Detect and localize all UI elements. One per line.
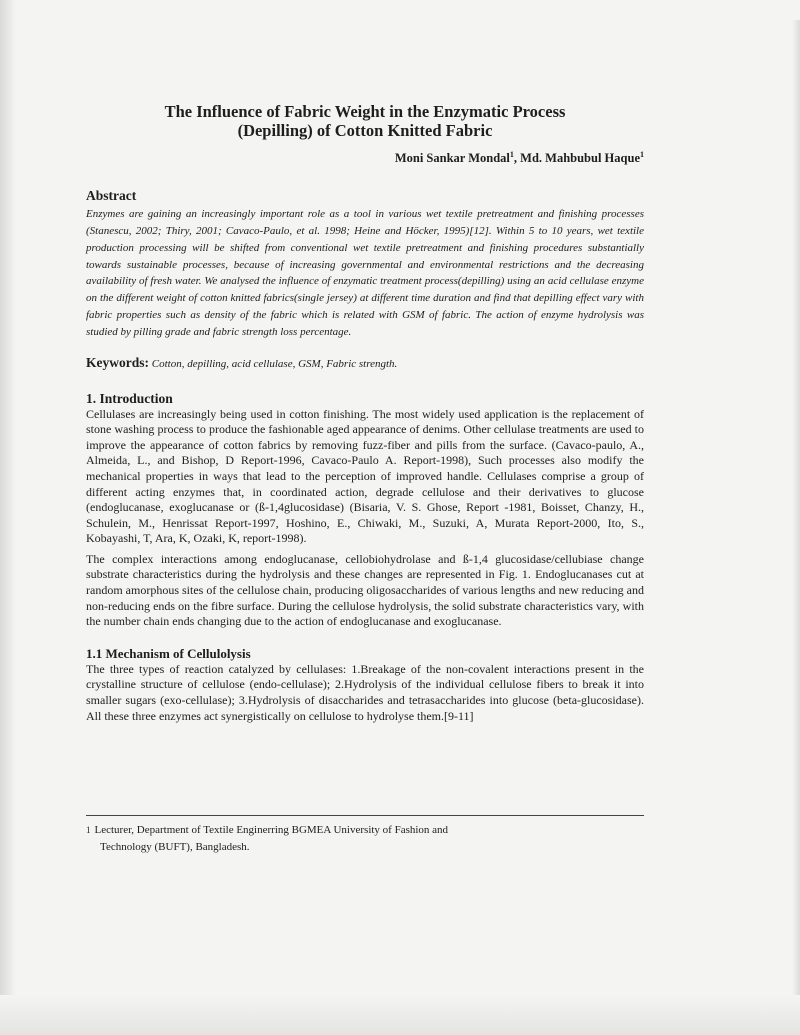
title-line-2: (Depilling) of Cotton Knitted Fabric bbox=[237, 121, 493, 140]
scan-shadow-right bbox=[792, 20, 800, 1035]
keywords-label: Keywords: bbox=[86, 354, 149, 370]
paper-body bbox=[86, 102, 644, 724]
mechanism-heading: 1.1 Mechanism of Cellulolysis bbox=[86, 645, 251, 661]
abstract-heading: Abstract bbox=[86, 188, 137, 204]
author-2-mark: 1 bbox=[640, 150, 644, 159]
keywords-text: Cotton, depilling, acid cellulase, GSM, Fabric strength. bbox=[149, 357, 398, 370]
footnote-mark: 1 bbox=[86, 825, 91, 835]
scan-shadow-left bbox=[0, 0, 16, 1035]
author-list bbox=[86, 150, 644, 166]
footnote-divider bbox=[86, 815, 644, 816]
introduction-heading: 1. Introduction bbox=[86, 390, 173, 406]
introduction-paragraph-2: The complex interactions among endoglucanase, cellobiohydrolase and ß-1,4 glucosidase/cellubiase change substrate characteristics during the hydrolysis and these changes are represented in Fig. 1. Endoglucanases cut at random amorphous sites of the cellulose chain, producing oligosaccharides of various lengths and new reducing and non-reducing ends on the fibre surface. During the cellulose hydrolysis, the solid substrate characteristics vary, with the number chain ends changing due to the action of endoglucanase and exoglucanase. bbox=[86, 551, 644, 629]
mechanism-paragraph-1: The three types of reaction catalyzed by cellulases: 1.Breakage of the non-covalent interactions present in the crystalline structure of cellulose (endo-cellulase); 2.Hydrolysis of the individual cellulose fibers to break it into smaller sugars (exo-cellulase); 3.Hydrolysis of disaccharides and tetrasaccharides into glucose (beta-glucosidase). All these three enzymes act synergistically on cellulose to hydrolyse them.[9-11] bbox=[86, 661, 644, 723]
footnote-line-2: Technology (BUFT), Bangladesh. bbox=[100, 841, 250, 853]
title-line-1: The Influence of Fabric Weight in the Enzymatic Process bbox=[164, 102, 566, 121]
paper-title bbox=[86, 102, 644, 140]
author-1-mark: 1 bbox=[509, 150, 514, 159]
author-separator: , bbox=[513, 151, 521, 166]
scan-shadow-bottom bbox=[0, 995, 800, 1035]
footnote bbox=[86, 822, 536, 856]
footnote-line-1: Lecturer, Department of Textile Enginerring BGMEA University of Fashion and bbox=[94, 824, 449, 836]
introduction-paragraph-1: Cellulases are increasingly being used in cotton finishing. The most widely used application is the replacement of stone washing process to produce the fashionable aged appearance of denims. Other cellulase treatments are used to improve the appearance of cotton fabrics by removing fuzz-fiber and pills from the surface. (Cavaco-paulo, A., Almeida, L., and Bishop, D Report-1996, Cavaco-Paulo A. Report-1998), Such processes also modify the mechanical properties in ways that lead to the perception of improved handle. Cellulases comprise a group of different acting enzymes that, in coordinated action, degrade cellulose and their derivatives to glucose (endoglucanase, exoglucanase or (ß-1,4glucosidase) (Bisaria, V. S. Ghose, Report -1981, Boisset, Chanzy, H., Schulein, M., Henrissat Report-1997, Hoshino, E., Chiwaki, M., Suzuki, A, Murata Report-2000, Ito, S., Kobayashi, T, Ara, K, Ozaki, K, report-1998). bbox=[86, 406, 644, 546]
abstract-text: Enzymes are gaining an increasingly important role as a tool in various wet textile pretreatment and finishing processes (Stanescu, 2002; Thiry, 2001; Cavaco-Paulo, et al. 1998; Heine and Höcker, 1995)[12]. Within 5 to 10 years, wet textile production processing will be shifted from conventional wet textile pretreatment and finishing procedures substantially towards sustainable processes, because of increasing governmental and environmental restrictions and the decreasing availability of fresh water. We analysed the influence of enzymatic treatment process(depilling) using an acid cellulase enzyme on the different weight of cotton knitted fabrics(single jersey) at different time duration and find that depilling effect vary with fabric properties such as density of the fabric which is related with GSM of fabric. The action of enzyme hydrolysis was studied by pilling grade and fabric strength loss percentage. bbox=[86, 208, 644, 338]
keywords bbox=[86, 355, 644, 371]
author-2: Md. Mahbubul Haque bbox=[520, 151, 640, 166]
author-1: Moni Sankar Mondal bbox=[394, 151, 510, 166]
